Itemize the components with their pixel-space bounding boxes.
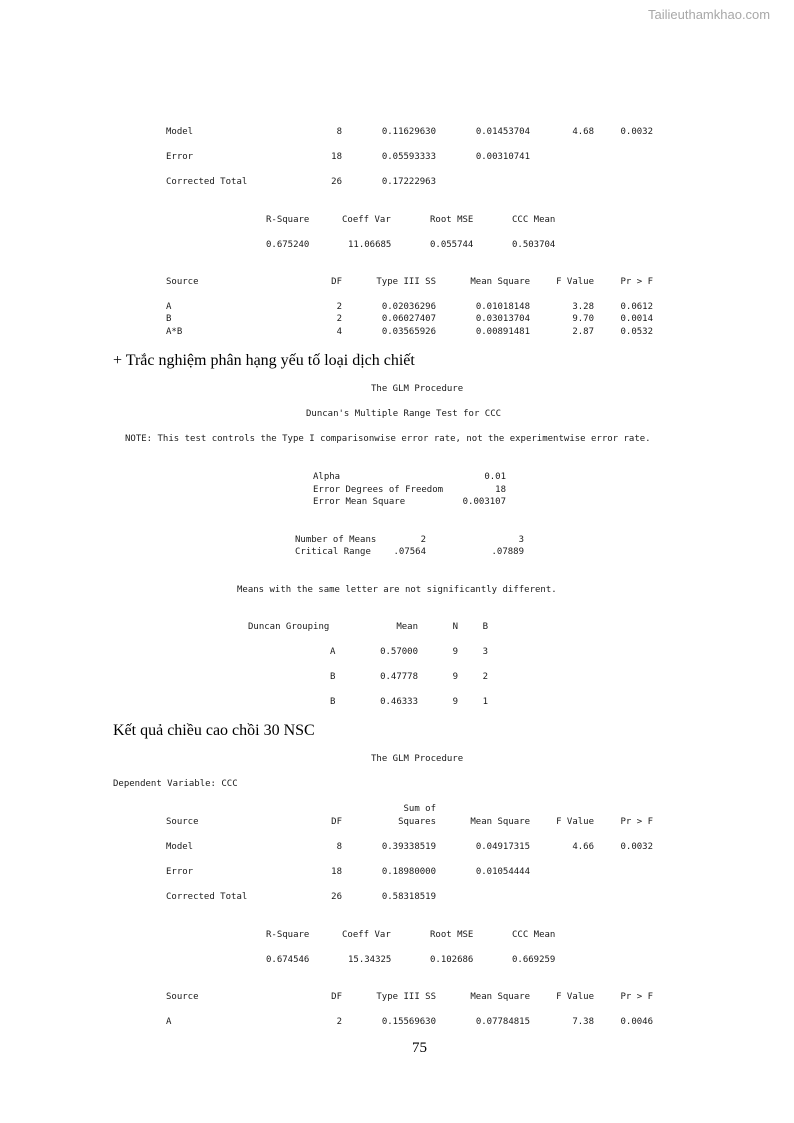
fit-value: 0.102686	[430, 955, 474, 965]
ss-cell: 0.18980000	[381, 867, 436, 877]
ss-cell: 0.05593333	[381, 152, 436, 162]
ss-cell: 0.39338519	[381, 842, 436, 852]
param-label: Error Mean Square	[313, 497, 406, 507]
column-header: Pr > F	[620, 277, 653, 287]
ss-cell: 0.03565926	[381, 327, 436, 337]
ss-cell: 0.06027407	[381, 314, 436, 324]
ms-cell: 0.01453704	[475, 127, 530, 137]
ms-cell: 0.01018148	[475, 302, 530, 312]
num-means-value: 2	[420, 535, 426, 545]
group-letter: B	[330, 697, 336, 707]
source-cell: A*B	[166, 327, 183, 337]
column-header: Source	[166, 277, 199, 287]
ss-cell: 0.58318519	[381, 892, 436, 902]
p-cell: 0.0014	[620, 314, 653, 324]
column-header: Mean Square	[470, 817, 530, 827]
df-cell: 18	[331, 152, 342, 162]
df-cell: 26	[331, 177, 342, 187]
column-header: DF	[331, 992, 342, 1002]
fit-value: 0.669259	[512, 955, 556, 965]
fit-header: Coeff Var	[342, 215, 391, 225]
df-cell: 18	[331, 867, 342, 877]
group-n: 9	[452, 697, 458, 707]
group-b: 3	[482, 647, 488, 657]
column-header: Type III SS	[376, 277, 436, 287]
p-cell: 0.0032	[620, 842, 653, 852]
column-header: Source	[166, 817, 199, 827]
critical-range-value: .07564	[393, 547, 426, 557]
section-heading: Kết quả chiều cao chồi 30 NSC	[113, 722, 315, 739]
p-cell: 0.0046	[620, 1017, 653, 1027]
ss-cell: 0.15569630	[381, 1017, 436, 1027]
df-cell: 8	[336, 127, 342, 137]
df-cell: 4	[336, 327, 342, 337]
p-cell: 0.0032	[620, 127, 653, 137]
ms-cell: 0.00891481	[475, 327, 530, 337]
fit-header: Coeff Var	[342, 930, 391, 940]
procedure-title: The GLM Procedure	[371, 384, 464, 394]
param-label: Error Degrees of Freedom	[313, 485, 444, 495]
f-cell: 4.66	[572, 842, 594, 852]
critical-range-value: .07889	[491, 547, 524, 557]
fit-value: 0.674546	[266, 955, 310, 965]
section-heading: + Trắc nghiệm phân hạng yếu tố loại dịch chiết	[113, 352, 415, 369]
group-letter: A	[330, 647, 336, 657]
param-value: 0.01	[484, 472, 506, 482]
fit-header: Root MSE	[430, 930, 474, 940]
group-mean: 0.46333	[380, 697, 418, 707]
ss-cell: 0.11629630	[381, 127, 436, 137]
column-header: F Value	[556, 277, 594, 287]
page-number: 75	[412, 1040, 427, 1056]
column-header: Type III SS	[376, 992, 436, 1002]
fit-value: 0.503704	[512, 240, 556, 250]
num-means-value: 3	[518, 535, 524, 545]
df-cell: 26	[331, 892, 342, 902]
source-cell: A	[166, 302, 172, 312]
fit-value: 0.055744	[430, 240, 474, 250]
ms-cell: 0.00310741	[475, 152, 530, 162]
column-header: DF	[331, 277, 342, 287]
param-label: Alpha	[313, 472, 341, 482]
group-letter: B	[330, 672, 336, 682]
column-header-prefix: Sum of	[403, 804, 436, 814]
f-cell: 9.70	[572, 314, 594, 324]
column-header: F Value	[556, 992, 594, 1002]
ss-cell: 0.02036296	[381, 302, 436, 312]
ss-cell: 0.17222963	[381, 177, 436, 187]
column-header: Mean Square	[470, 992, 530, 1002]
fit-header: CCC Mean	[512, 930, 556, 940]
num-means-label: Number of Means	[295, 535, 377, 545]
df-cell: 8	[336, 842, 342, 852]
group-mean: 0.47778	[380, 672, 418, 682]
column-header: F Value	[556, 817, 594, 827]
column-header: DF	[331, 817, 342, 827]
df-cell: 2	[336, 302, 342, 312]
param-value: 18	[495, 485, 506, 495]
note-text: NOTE: This test controls the Type I comparisonwise error rate, not the experimentwise error rate.	[125, 434, 651, 444]
group-mean: 0.57000	[380, 647, 418, 657]
fit-header: R-Square	[266, 930, 310, 940]
column-header: Mean	[396, 622, 418, 632]
group-n: 9	[452, 647, 458, 657]
fit-header: Root MSE	[430, 215, 474, 225]
source-cell: Corrected Total	[166, 177, 248, 187]
df-cell: 2	[336, 1017, 342, 1027]
ms-cell: 0.01054444	[475, 867, 530, 877]
fit-header: R-Square	[266, 215, 310, 225]
param-value: 0.003107	[462, 497, 506, 507]
source-cell: Error	[166, 867, 194, 877]
ms-cell: 0.07784815	[475, 1017, 530, 1027]
column-header: Mean Square	[470, 277, 530, 287]
dependent-variable: Dependent Variable: CCC	[113, 779, 238, 789]
source-cell: Model	[166, 842, 194, 852]
column-header: Squares	[398, 817, 436, 827]
source-cell: Model	[166, 127, 194, 137]
procedure-title: The GLM Procedure	[371, 754, 464, 764]
f-cell: 3.28	[572, 302, 594, 312]
fit-value: 15.34325	[348, 955, 392, 965]
group-n: 9	[452, 672, 458, 682]
group-b: 2	[482, 672, 488, 682]
column-header: Pr > F	[620, 992, 653, 1002]
p-cell: 0.0532	[620, 327, 653, 337]
f-cell: 7.38	[572, 1017, 594, 1027]
critical-range-label: Critical Range	[295, 547, 371, 557]
column-header: B	[482, 622, 488, 632]
fit-value: 0.675240	[266, 240, 310, 250]
test-title: Duncan's Multiple Range Test for CCC	[306, 409, 502, 419]
fit-value: 11.06685	[348, 240, 392, 250]
source-cell: Corrected Total	[166, 892, 248, 902]
fit-header: CCC Mean	[512, 215, 556, 225]
column-header: Duncan Grouping	[248, 622, 330, 632]
column-header: N	[452, 622, 458, 632]
group-b: 1	[482, 697, 488, 707]
df-cell: 2	[336, 314, 342, 324]
p-cell: 0.0612	[620, 302, 653, 312]
source-cell: A	[166, 1017, 172, 1027]
f-cell: 2.87	[572, 327, 594, 337]
ms-cell: 0.03013704	[475, 314, 530, 324]
ms-cell: 0.04917315	[475, 842, 530, 852]
watermark: Tailieuthamkhao.com	[648, 7, 771, 22]
column-header: Pr > F	[620, 817, 653, 827]
column-header: Source	[166, 992, 199, 1002]
source-cell: Error	[166, 152, 194, 162]
same-letter-note: Means with the same letter are not significantly different.	[237, 585, 557, 595]
source-cell: B	[166, 314, 172, 324]
f-cell: 4.68	[572, 127, 594, 137]
